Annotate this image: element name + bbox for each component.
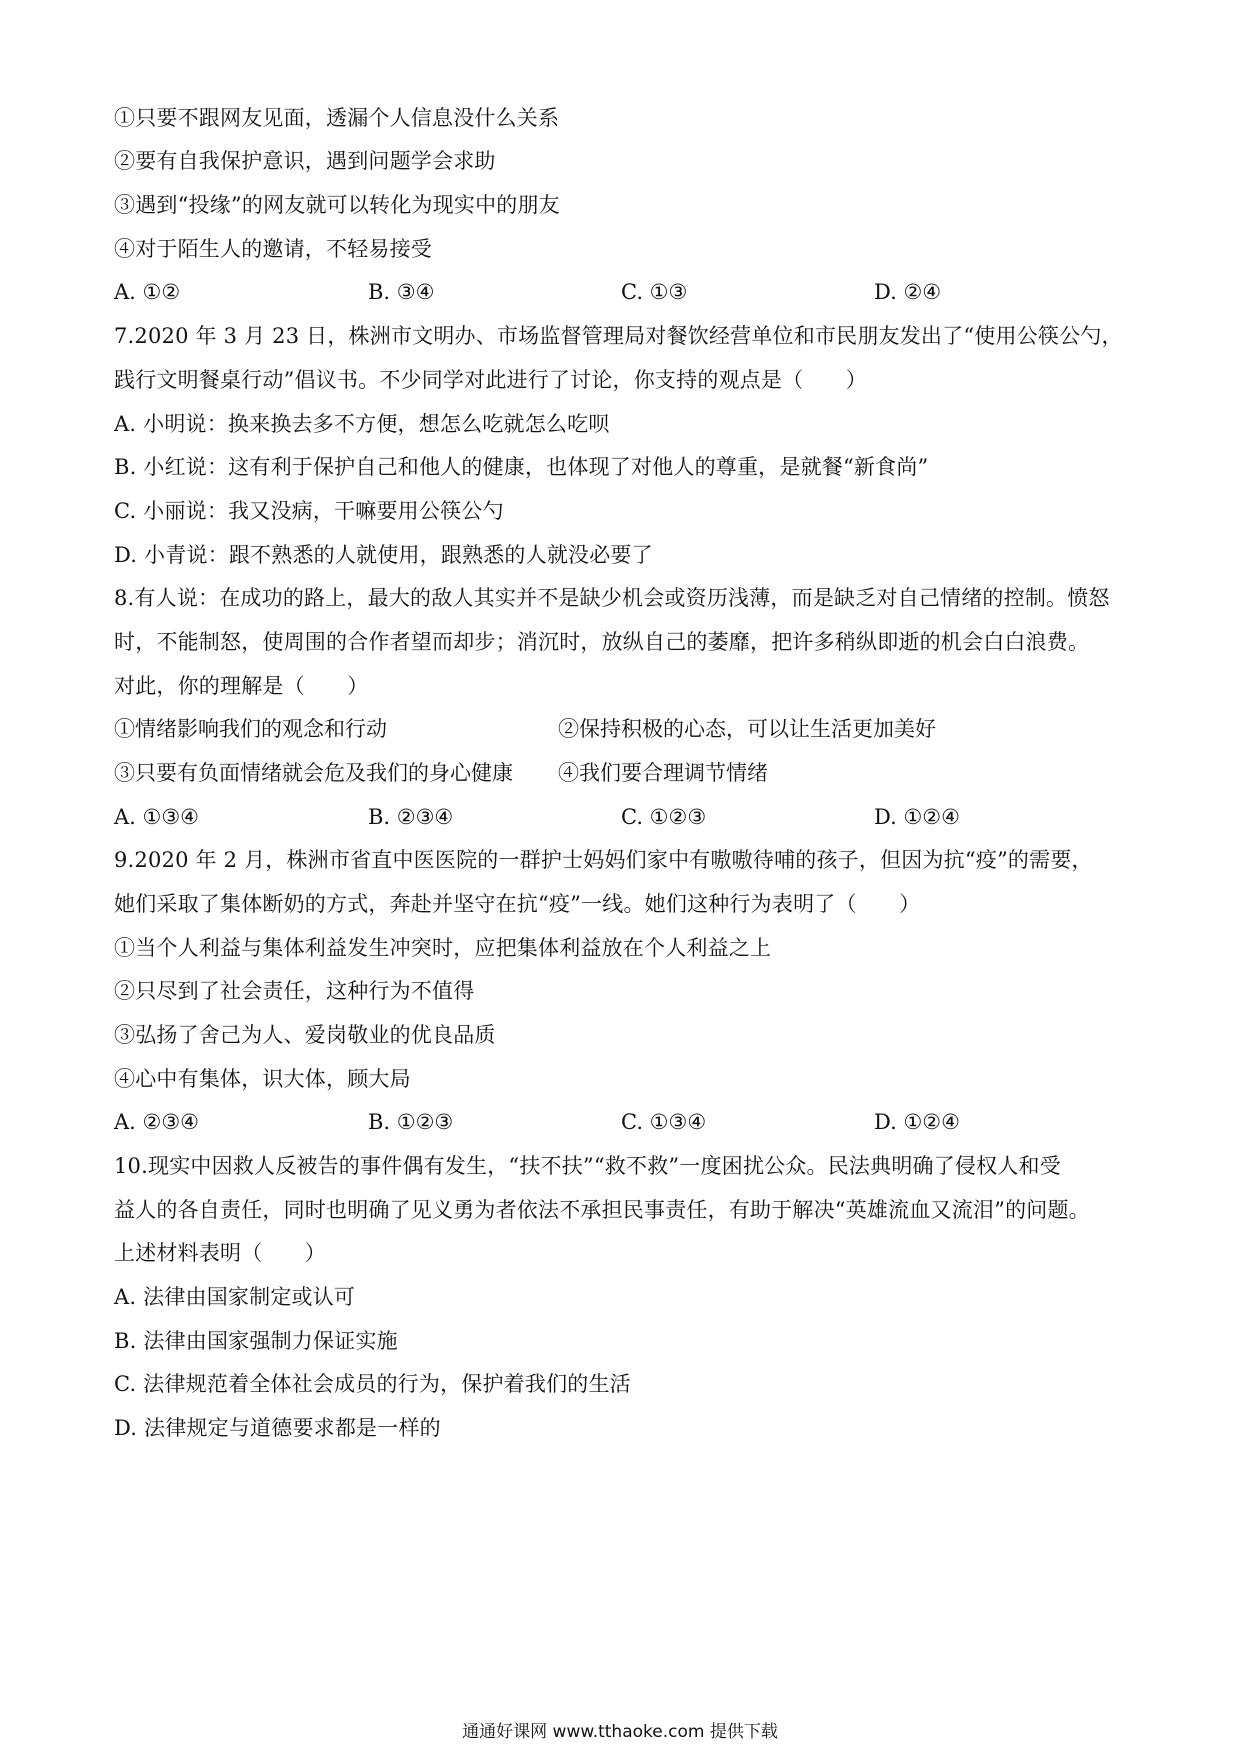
q9-option-b: B. ①②③ — [368, 1110, 454, 1134]
q8-item-4: ④我们要合理调节情绪 — [558, 761, 768, 785]
q9-option-c: C. ①③④ — [621, 1110, 707, 1134]
q10-option-a: A. 法律由国家制定或认可 — [114, 1285, 356, 1309]
q10-option-b: B. 法律由国家强制力保证实施 — [114, 1329, 398, 1353]
q6-option-d: D. ②④ — [874, 280, 942, 304]
q9-option-a: A. ②③④ — [114, 1110, 199, 1134]
q7-option-d: D. 小青说：跟不熟悉的人就使用，跟熟悉的人就没必要了 — [114, 543, 653, 567]
q8-option-d: D. ①②④ — [874, 805, 960, 829]
q6-option-b: B. ③④ — [368, 280, 435, 304]
page-footer: 通通好课网 www.tthaoke.com 提供下载 — [462, 1722, 778, 1742]
q9-stem-line-2: 她们采取了集体断奶的方式，奔赴并坚守在抗“疫”一线。她们这种行为表明了（ ） — [114, 892, 921, 916]
q8-item-2: ②保持积极的心态，可以让生活更加美好 — [558, 717, 936, 741]
q6-option-c: C. ①③ — [621, 280, 688, 304]
q10-stem-line-1: 10.现实中因救人反被告的事件偶有发生，“扶不扶”“救不救”一度困扰公众。民法典明确了侵权人和受 — [114, 1154, 1061, 1178]
q8-option-c: C. ①②③ — [621, 805, 707, 829]
q8-stem-line-3: 对此，你的理解是（ ） — [114, 674, 369, 698]
q7-stem-line-1: 7.2020 年 3 月 23 日，株洲市文明办、市场监督管理局对餐饮经营单位和市民朋友发出了“使用公筷公勺， — [114, 324, 1123, 348]
q6-item-4: ④对于陌生人的邀请，不轻易接受 — [114, 237, 432, 261]
q8-option-a: A. ①③④ — [114, 805, 199, 829]
q6-option-a: A. ①② — [114, 280, 181, 304]
q10-option-d: D. 法律规定与道德要求都是一样的 — [114, 1416, 441, 1440]
q9-option-d: D. ①②④ — [874, 1110, 960, 1134]
q8-option-b: B. ②③④ — [368, 805, 454, 829]
q9-stem-line-1: 9.2020 年 2 月，株洲市省直中医医院的一群护士妈妈们家中有嗷嗷待哺的孩子，但因为抗“疫”的需要， — [114, 848, 1093, 872]
q8-stem-line-1: 8.有人说：在成功的路上，最大的敌人其实并不是缺少机会或资历浅薄，而是缺乏对自己情绪的控制。愤怒 — [114, 586, 1110, 610]
q9-item-4: ④心中有集体，识大体，顾大局 — [114, 1067, 411, 1091]
q8-item-1: ①情绪影响我们的观念和行动 — [114, 717, 387, 741]
q6-item-1: ①只要不跟网友见面，透漏个人信息没什么关系 — [114, 106, 560, 130]
q8-stem-line-2: 时，不能制怒，使周围的合作者望而却步；消沉时，放纵自己的萎靡，把许多稍纵即逝的机会白白浪费。 — [114, 630, 1090, 654]
q7-option-b: B. 小红说：这有利于保护自己和他人的健康，也体现了对他人的尊重，是就餐“新食尚” — [114, 455, 929, 479]
q9-item-3: ③弘扬了舍己为人、爱岗敬业的优良品质 — [114, 1023, 496, 1047]
q10-stem-line-2: 益人的各自责任，同时也明确了见义勇为者依法不承担民事责任，有助于解决“英雄流血又流泪”的问题。 — [114, 1198, 1090, 1222]
q7-option-c: C. 小丽说：我又没病，干嘛要用公筷公勺 — [114, 499, 504, 523]
q10-stem-line-3: 上述材料表明（ ） — [114, 1241, 326, 1265]
q8-item-3: ③只要有负面情绪就会危及我们的身心健康 — [114, 761, 513, 785]
q9-item-2: ②只尽到了社会责任，这种行为不值得 — [114, 979, 475, 1003]
q7-option-a: A. 小明说：换来换去多不方便，想怎么吃就怎么吃呗 — [114, 412, 610, 436]
q9-item-1: ①当个人利益与集体利益发生冲突时，应把集体利益放在个人利益之上 — [114, 936, 772, 960]
q10-option-c: C. 法律规范着全体社会成员的行为，保护着我们的生活 — [114, 1372, 631, 1396]
q7-stem-line-2: 践行文明餐桌行动”倡议书。不少同学对此进行了讨论，你支持的观点是（ ） — [114, 368, 867, 392]
q6-item-2: ②要有自我保护意识，遇到问题学会求助 — [114, 149, 496, 173]
q6-item-3: ③遇到“投缘”的网友就可以转化为现实中的朋友 — [114, 193, 560, 217]
